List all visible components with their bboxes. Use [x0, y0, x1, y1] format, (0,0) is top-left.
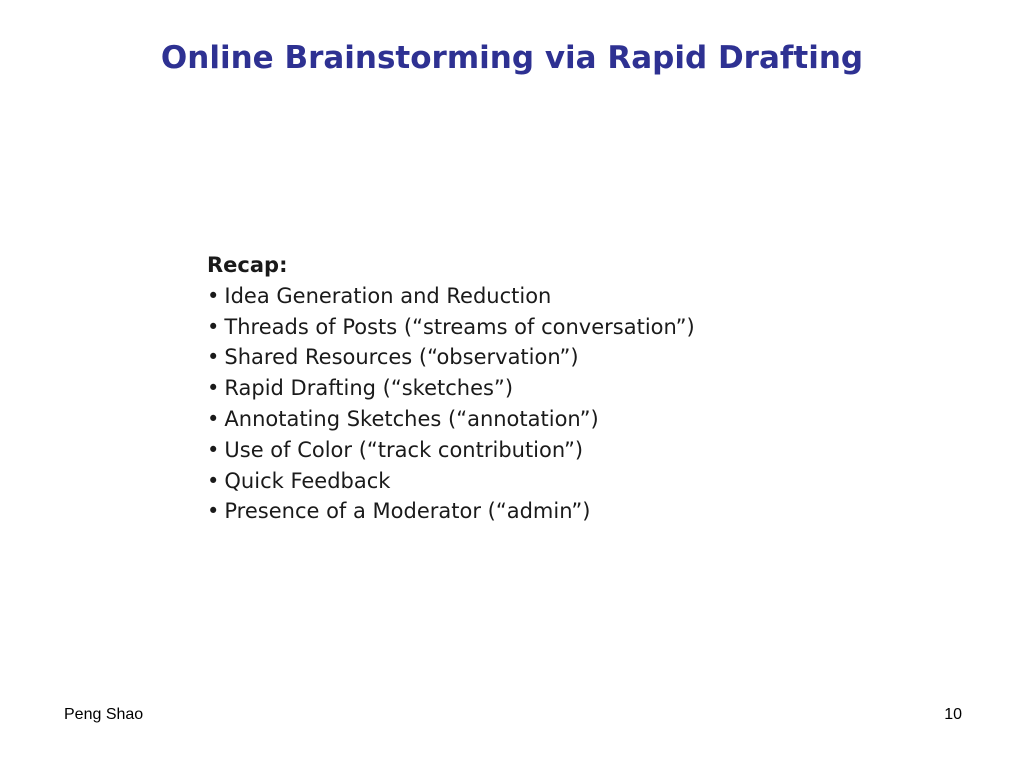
bullet-text: Idea Generation and Reduction: [224, 283, 552, 308]
bullet-text: Quick Feedback: [224, 468, 391, 493]
slide-title: Online Brainstorming via Rapid Drafting: [160, 40, 864, 76]
page-number: 10: [944, 706, 962, 723]
bullet-text: Rapid Drafting (“sketches”): [224, 376, 514, 401]
bullet-dot-icon: •: [207, 468, 220, 493]
bullet-dot-icon: •: [207, 376, 220, 401]
bullet-text: Threads of Posts (“streams of conversation”): [224, 314, 695, 339]
bullet-item: [207, 373, 695, 404]
bullet-text: Shared Resources (“observation”): [224, 345, 579, 370]
bullet-dot-icon: •: [207, 283, 220, 308]
bullet-text: Annotating Sketches (“annotation”): [224, 406, 599, 431]
slide-content: [207, 250, 695, 527]
bullet-dot-icon: •: [207, 499, 220, 524]
recap-heading: Recap:: [207, 253, 288, 277]
bullet-item: [207, 281, 695, 312]
bullet-item: [207, 435, 695, 466]
bullet-item: [207, 312, 695, 343]
bullet-dot-icon: •: [207, 406, 220, 431]
bullet-item: [207, 496, 695, 527]
footer-author: Peng Shao: [64, 706, 144, 723]
bullet-dot-icon: •: [207, 345, 220, 370]
bullet-list: [207, 281, 695, 527]
bullet-dot-icon: •: [207, 437, 220, 462]
bullet-item: [207, 342, 695, 373]
bullet-text: Use of Color (“track contribution”): [224, 437, 584, 462]
bullet-text: Presence of a Moderator (“admin”): [224, 499, 591, 524]
bullet-item: [207, 466, 695, 497]
bullet-dot-icon: •: [207, 314, 220, 339]
bullet-item: [207, 404, 695, 435]
